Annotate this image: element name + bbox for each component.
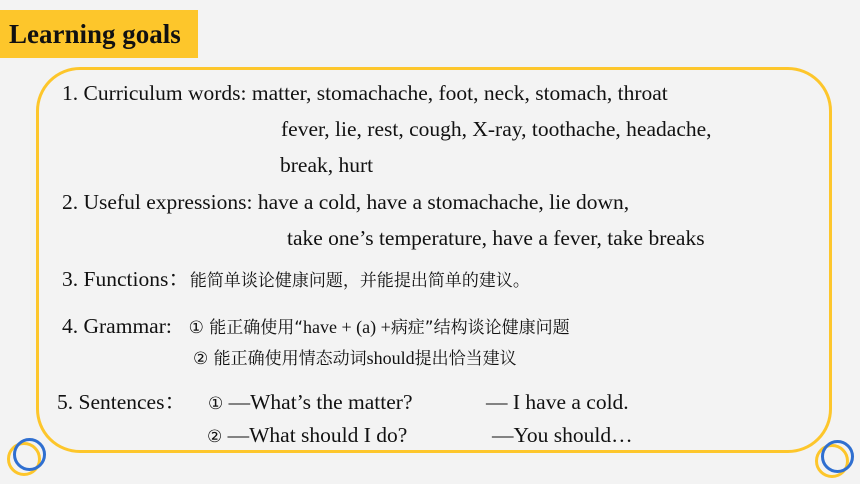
sentences-item1-question: ① —What’s the matter?: [208, 390, 413, 414]
grammar-line-2: [193, 347, 517, 369]
grammar-item2-cn-a: 能正确使用情态动词: [213, 349, 367, 369]
grammar-item1-cn-a: 能正确使用“: [209, 318, 304, 338]
useful-expressions-line-2: take one’s temperature, have a fever, take breaks: [287, 226, 705, 250]
curriculum-words-line-3: break, hurt: [280, 153, 374, 177]
grammar-item1-marker: ①: [188, 318, 204, 338]
grammar-item2-en: should: [366, 348, 415, 368]
grammar-item2-cn-b: 提出恰当建议: [414, 349, 517, 369]
sentences-item2-answer: —You should…: [492, 423, 633, 447]
decorative-ring-blue-left: [13, 438, 46, 471]
functions-line: [62, 269, 530, 291]
sentences-item1-marker: ①: [208, 394, 224, 414]
page-title: [0, 10, 198, 58]
functions-label: 3. Functions：: [62, 267, 190, 291]
grammar-label: 4. Grammar:: [62, 314, 172, 338]
grammar-line-1: [62, 316, 570, 338]
useful-expressions-line-1: 2. Useful expressions: have a cold, have a stomachache, lie down,: [62, 190, 630, 214]
curriculum-words-line-2: fever, lie, rest, cough, X-ray, toothache, headache,: [281, 117, 712, 141]
functions-text: 能简单谈论健康问题，并能提出简单的建议。: [189, 271, 530, 291]
sentences-label: 5. Sentences：: [57, 390, 186, 414]
curriculum-words-line-1: 1. Curriculum words: matter, stomachache, foot, neck, stomach, throat: [62, 81, 668, 105]
page-title-text: Learning goals: [9, 18, 181, 49]
grammar-item2-marker: ②: [193, 349, 209, 369]
grammar-item1-en: have + (a) +: [303, 317, 391, 337]
sentences-item2-marker: ②: [207, 427, 223, 447]
sentences-item2-question: ② —What should I do?: [207, 423, 408, 447]
grammar-item1-cn-b: 病症”结构谈论健康问题: [390, 318, 570, 338]
sentences-item1-answer: — I have a cold.: [486, 390, 629, 414]
decorative-ring-blue-right: [821, 440, 854, 473]
